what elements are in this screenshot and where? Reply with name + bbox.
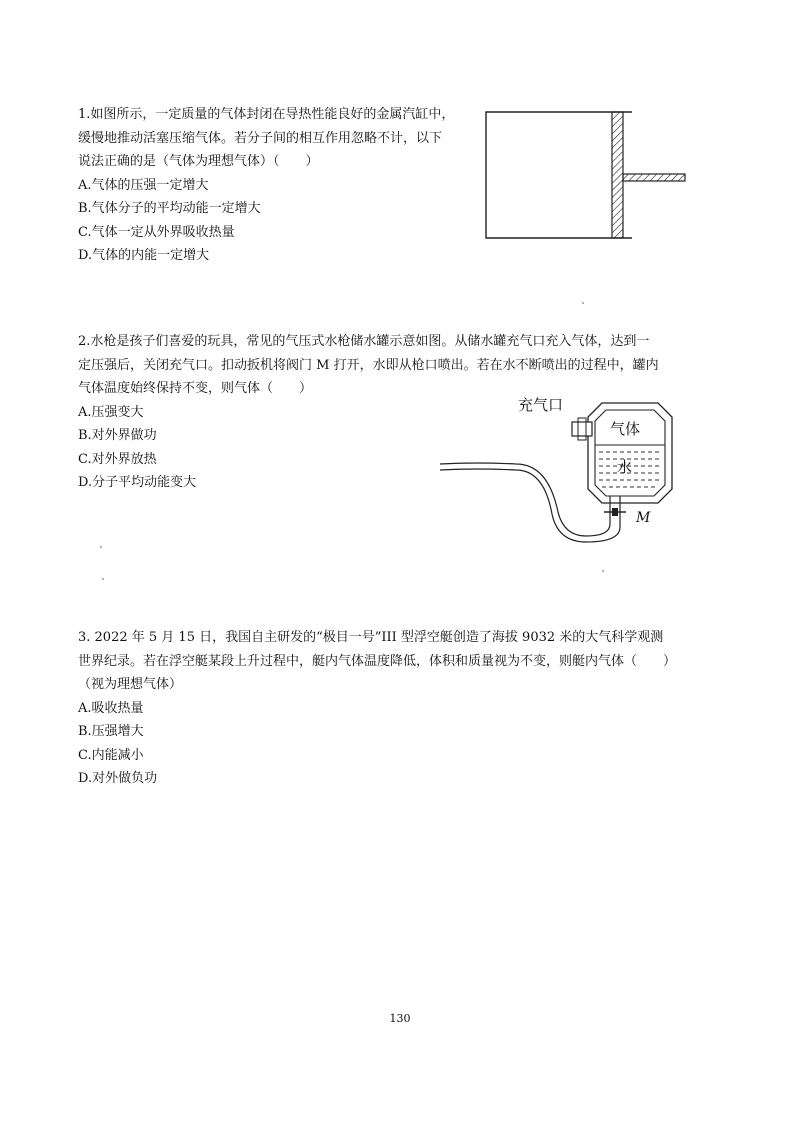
- question-1-stem-line-3: 说法正确的是（气体为理想气体）（ ）: [78, 154, 319, 169]
- question-1-option-a: A.气体的压强一定增大: [78, 177, 209, 193]
- question-1: [78, 103, 498, 268]
- valve-m: [612, 508, 618, 516]
- inlet-label: 充气口: [518, 396, 564, 414]
- question-3-option-a: A.吸收热量: [78, 700, 144, 716]
- question-3-option-d: D.对外做负功: [78, 771, 158, 786]
- question-3: [78, 626, 718, 791]
- question-2-stem-line-1: 2.水枪是孩子们喜爱的玩具，常见的气压式水枪储水罐示意如图。从储水罐充气口充入气体，达到一: [78, 334, 650, 349]
- question-1-stem-line-2: 缓慢地推动活塞压缩气体。若分子间的相互作用忽略不计，以下: [78, 130, 443, 146]
- scan-speck: [582, 302, 584, 304]
- cylinder-wall: [486, 112, 632, 238]
- question-1-option-b: B.气体分子的平均动能一定增大: [78, 201, 261, 216]
- scan-speck: [102, 578, 104, 580]
- valve-label: M: [636, 510, 651, 526]
- water-gun-tank-figure: [436, 394, 706, 554]
- cylinder-piston-figure: [482, 108, 692, 243]
- question-2-stem-line-3: 气体温度始终保持不变，则气体（ ）: [78, 381, 313, 396]
- piston: [612, 112, 623, 238]
- question-1-option-c: C.气体一定从外界吸收热量: [78, 224, 235, 240]
- hose-inner: [440, 469, 620, 542]
- question-2-option-c: C.对外界放热: [78, 451, 157, 467]
- question-2-option-d: D.分子平均动能变大: [78, 475, 197, 490]
- scan-speck: [602, 570, 604, 572]
- piston-rod: [623, 174, 685, 181]
- question-3-stem-line-1: 3. 2022 年 5 月 15 日，我国自主研发的“极目一号”III 型浮空艇创造了海拔 9032 米的大气科学观测: [78, 630, 664, 645]
- gas-label: 气体: [610, 420, 641, 438]
- tank-outer-wall: [588, 403, 672, 503]
- page-number: 130: [389, 1012, 411, 1025]
- scan-speck: [100, 546, 102, 548]
- hose-outer: [440, 463, 610, 536]
- question-1-option-d: D.气体的内能一定增大: [78, 248, 210, 263]
- water-label: 水: [617, 458, 633, 476]
- question-3-option-c: C.内能减小: [78, 747, 144, 763]
- question-1-stem-line-1: 1.如图所示，一定质量的气体封闭在导热性能良好的金属汽缸中，: [78, 107, 455, 122]
- question-3-stem-line-2: 世界纪录。若在浮空艇某段上升过程中，艇内气体温度降低，体积和质量视为不变，则艇内气体（ ）: [78, 653, 677, 669]
- question-2-option-b: B.对外界做功: [78, 428, 157, 443]
- question-2-option-a: A.压强变大: [78, 404, 144, 420]
- question-3-option-b: B.压强增大: [78, 724, 144, 739]
- question-2-stem-line-2: 定压强后，关闭充气口。扣动扳机将阀门 M 打开，水即从枪口喷出。若在水不断喷出的过程中，罐内: [78, 357, 659, 373]
- inlet-valve-block: [572, 422, 592, 436]
- question-3-stem-line-3: （视为理想气体）: [78, 677, 183, 692]
